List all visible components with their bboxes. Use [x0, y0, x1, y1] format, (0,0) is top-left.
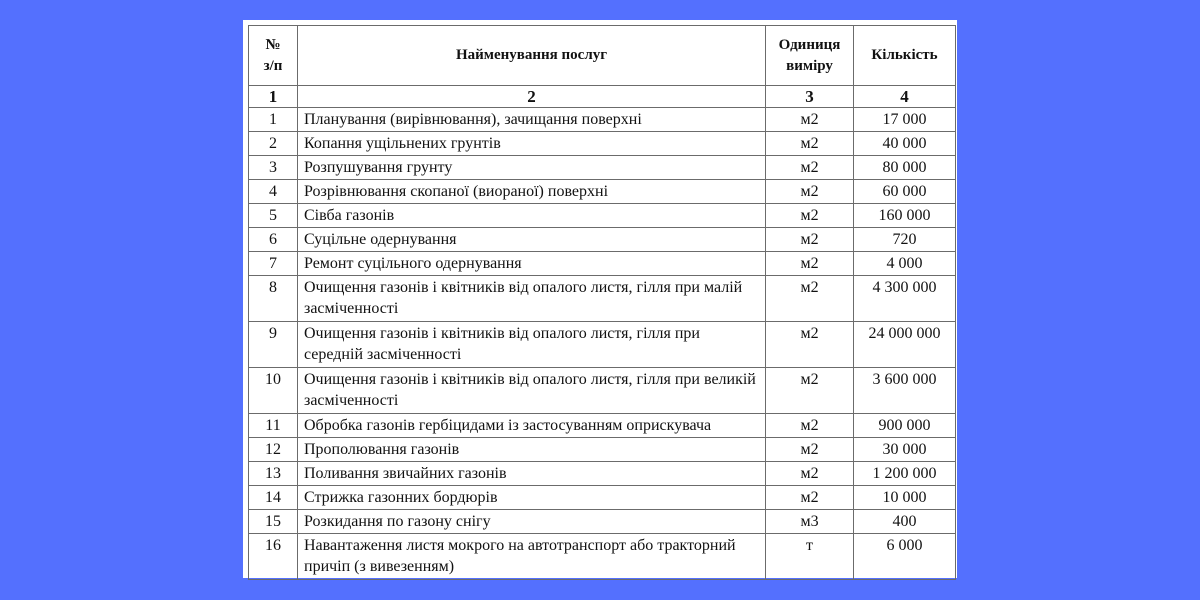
- table-row: [249, 276, 956, 322]
- quantity: 17 000: [854, 108, 956, 132]
- table-row: [249, 510, 956, 534]
- services-table: [248, 25, 956, 580]
- unit: м2: [766, 252, 854, 276]
- unit: м2: [766, 486, 854, 510]
- row-number: 9: [249, 322, 298, 368]
- unit: м2: [766, 438, 854, 462]
- service-name: Копання ущільнених грунтів: [298, 132, 766, 156]
- unit: м2: [766, 322, 854, 368]
- quantity: 40 000: [854, 132, 956, 156]
- row-number: 16: [249, 534, 298, 580]
- table-row: [249, 204, 956, 228]
- row-number: 13: [249, 462, 298, 486]
- table-row: [249, 438, 956, 462]
- quantity: 400: [854, 510, 956, 534]
- row-number: 11: [249, 414, 298, 438]
- unit: м2: [766, 276, 854, 322]
- header-number: [249, 26, 298, 86]
- row-number: 1: [249, 108, 298, 132]
- quantity: 1 200 000: [854, 462, 956, 486]
- header-row: [249, 26, 956, 86]
- unit: т: [766, 534, 854, 580]
- quantity: 720: [854, 228, 956, 252]
- unit: м3: [766, 510, 854, 534]
- header-unit-line2: виміру: [786, 57, 833, 74]
- quantity: 80 000: [854, 156, 956, 180]
- unit: м2: [766, 108, 854, 132]
- service-name: Розпушування грунту: [298, 156, 766, 180]
- quantity: 6 000: [854, 534, 956, 580]
- service-name: Планування (вирівнювання), зачищання поверхні: [298, 108, 766, 132]
- column-number-row: [249, 86, 956, 108]
- table-row: [249, 180, 956, 204]
- unit: м2: [766, 132, 854, 156]
- service-name: Ремонт суцільного одернування: [298, 252, 766, 276]
- header-number-line1: №: [265, 36, 281, 53]
- document-page: [243, 20, 957, 578]
- row-number: 12: [249, 438, 298, 462]
- quantity: 30 000: [854, 438, 956, 462]
- table-row: [249, 368, 956, 414]
- unit: м2: [766, 414, 854, 438]
- quantity: 900 000: [854, 414, 956, 438]
- table-row: [249, 156, 956, 180]
- quantity: 60 000: [854, 180, 956, 204]
- quantity: 24 000 000: [854, 322, 956, 368]
- service-name: Суцільне одернування: [298, 228, 766, 252]
- service-name: Прополювання газонів: [298, 438, 766, 462]
- service-name: Стрижка газонних бордюрів: [298, 486, 766, 510]
- quantity: 10 000: [854, 486, 956, 510]
- header-unit: [766, 26, 854, 86]
- row-number: 4: [249, 180, 298, 204]
- service-name: Поливання звичайних газонів: [298, 462, 766, 486]
- table-row: [249, 132, 956, 156]
- table-row: [249, 414, 956, 438]
- row-number: 7: [249, 252, 298, 276]
- service-name: Розкидання по газону снігу: [298, 510, 766, 534]
- table-row: [249, 322, 956, 368]
- unit: м2: [766, 368, 854, 414]
- column-number: 1: [249, 86, 298, 108]
- row-number: 5: [249, 204, 298, 228]
- header-quantity: Кількість: [854, 26, 956, 86]
- table-row: [249, 462, 956, 486]
- header-number-line2: з/п: [263, 57, 283, 74]
- quantity: 3 600 000: [854, 368, 956, 414]
- quantity: 160 000: [854, 204, 956, 228]
- quantity: 4 300 000: [854, 276, 956, 322]
- header-unit-line1: Одиниця: [778, 36, 841, 53]
- row-number: 6: [249, 228, 298, 252]
- row-number: 2: [249, 132, 298, 156]
- unit: м2: [766, 180, 854, 204]
- service-name: Очищення газонів і квітників від опалого листя, гілля при великій засміченності: [298, 368, 766, 414]
- service-name: Обробка газонів гербіцидами із застосуванням оприскувача: [298, 414, 766, 438]
- row-number: 14: [249, 486, 298, 510]
- header-name: Найменування послуг: [298, 26, 766, 86]
- service-name: Очищення газонів і квітників від опалого листя, гілля при середній засміченності: [298, 322, 766, 368]
- service-name: Навантаження листя мокрого на автотранспорт або тракторний причіп (з вивезенням): [298, 534, 766, 580]
- service-name: Розрівнювання скопаної (виораної) поверхні: [298, 180, 766, 204]
- row-number: 8: [249, 276, 298, 322]
- table-row: [249, 252, 956, 276]
- table-row: [249, 228, 956, 252]
- table-row: [249, 534, 956, 580]
- service-name: Сівба газонів: [298, 204, 766, 228]
- row-number: 3: [249, 156, 298, 180]
- column-number: 2: [298, 86, 766, 108]
- unit: м2: [766, 204, 854, 228]
- column-number: 3: [766, 86, 854, 108]
- unit: м2: [766, 228, 854, 252]
- column-number: 4: [854, 86, 956, 108]
- unit: м2: [766, 156, 854, 180]
- row-number: 10: [249, 368, 298, 414]
- row-number: 15: [249, 510, 298, 534]
- table-row: [249, 108, 956, 132]
- service-name: Очищення газонів і квітників від опалого листя, гілля при малій засміченності: [298, 276, 766, 322]
- quantity: 4 000: [854, 252, 956, 276]
- unit: м2: [766, 462, 854, 486]
- table-row: [249, 486, 956, 510]
